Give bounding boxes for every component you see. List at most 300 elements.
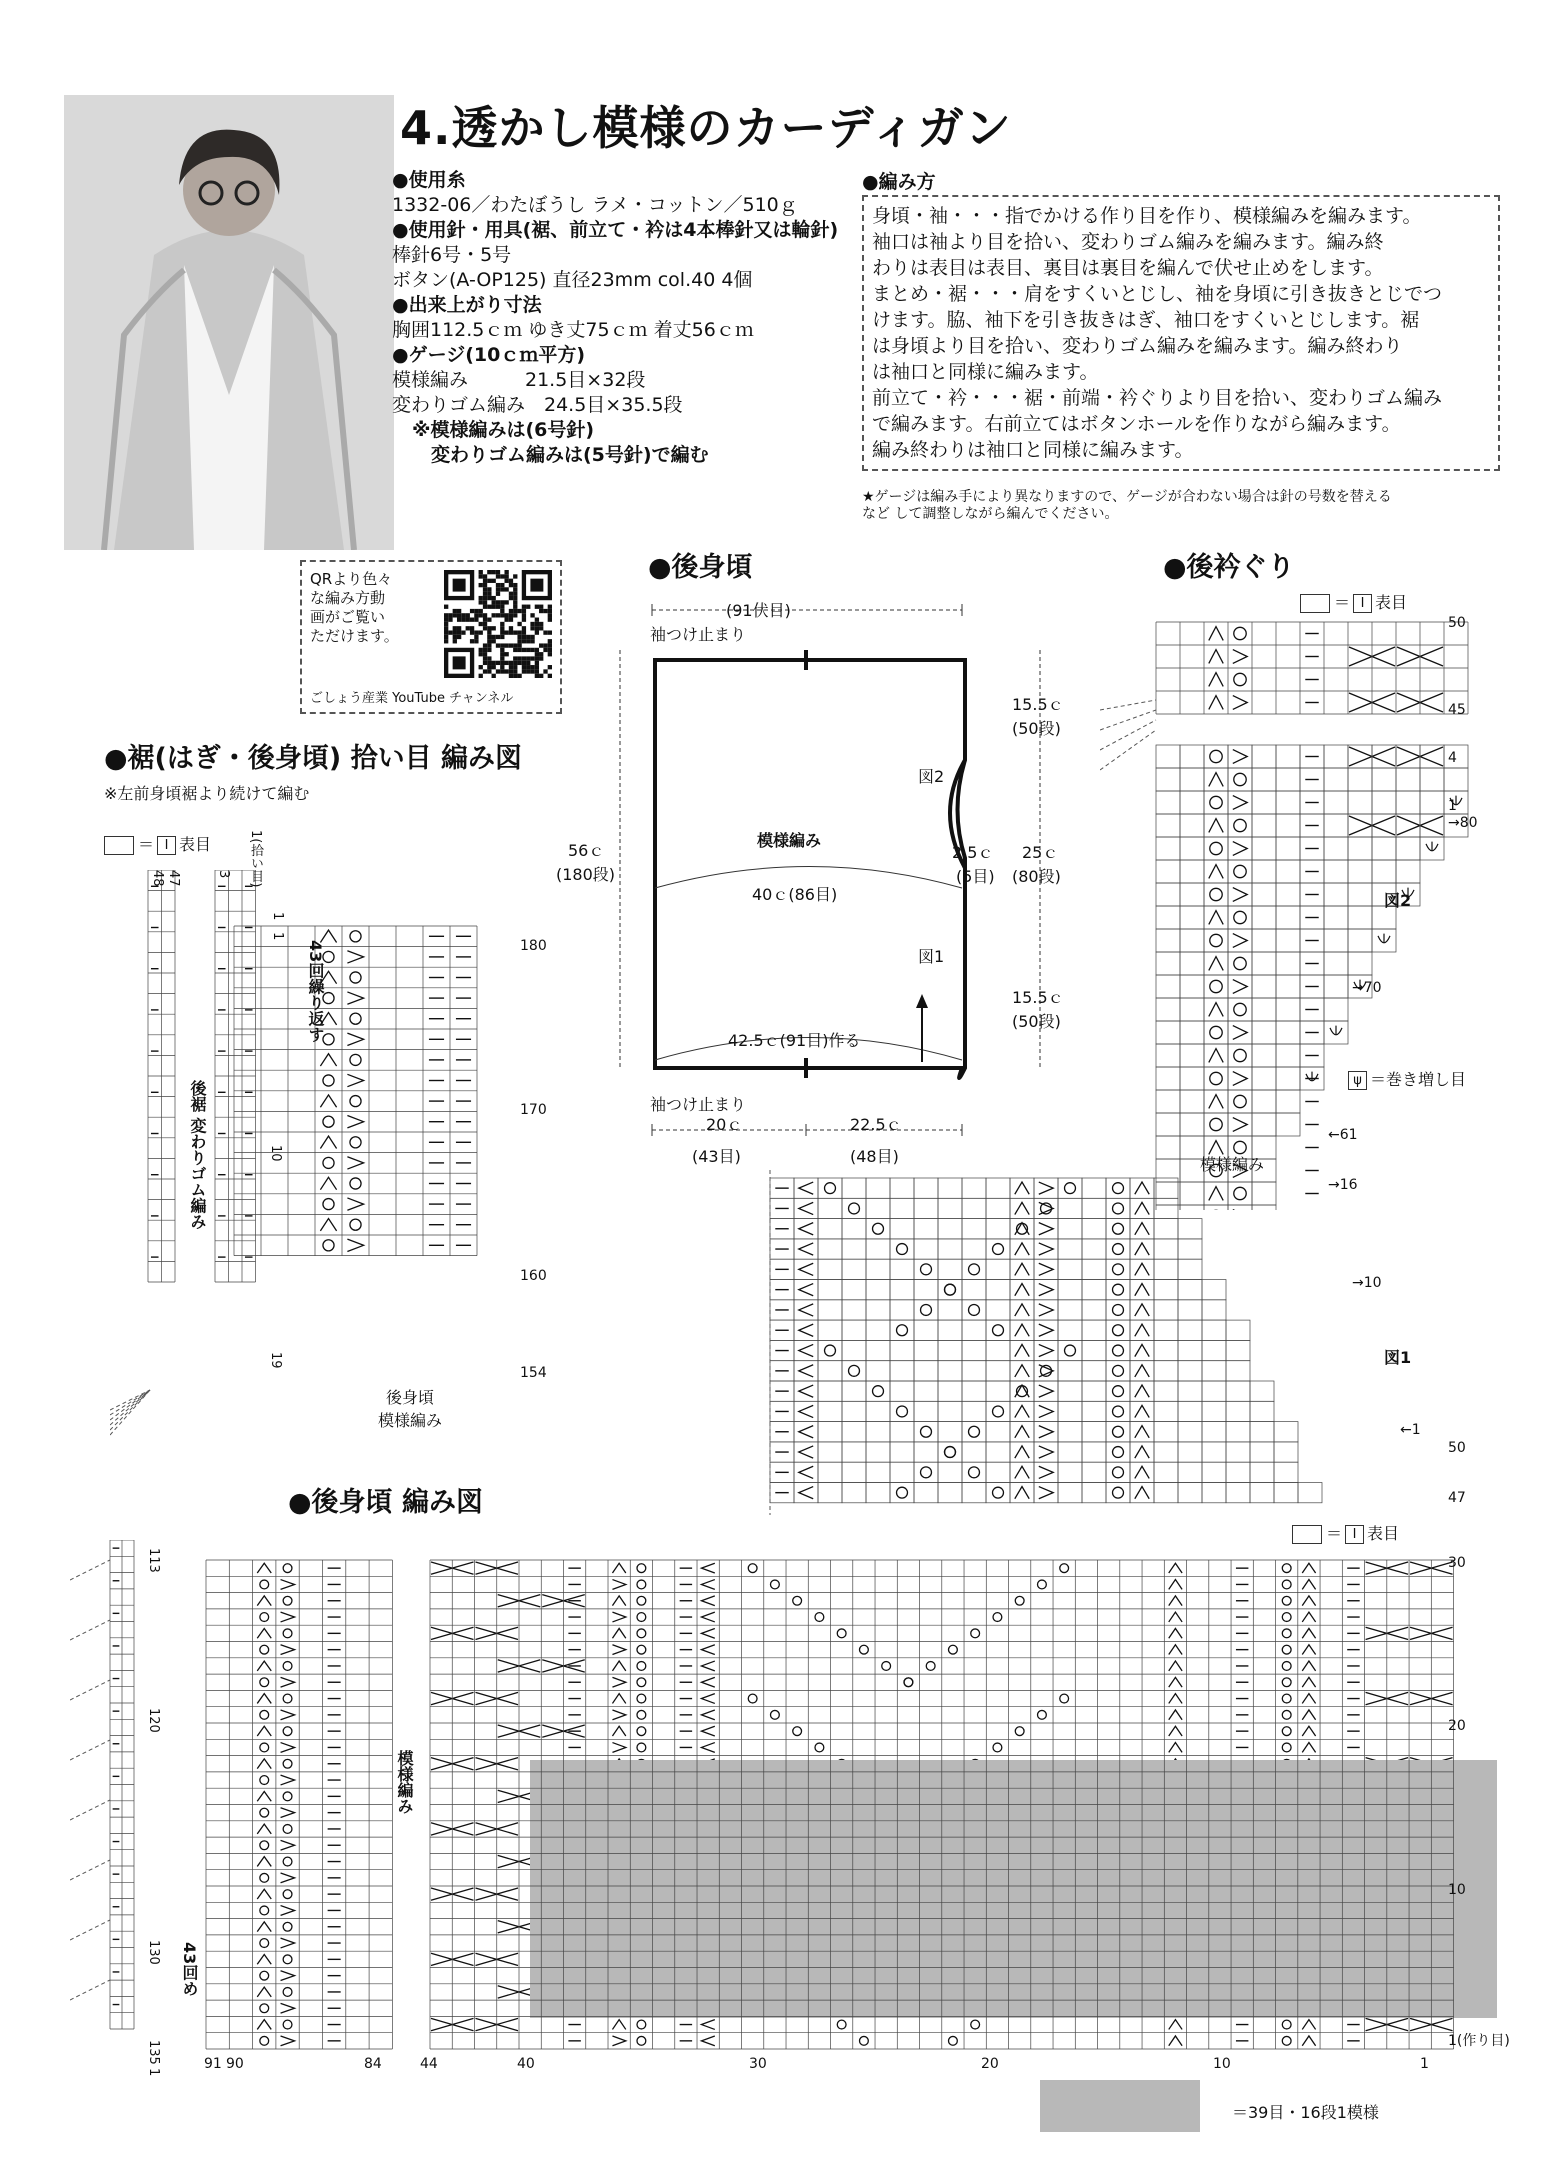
decrease-right-symbol — [612, 1645, 625, 1655]
qr-module — [479, 583, 483, 587]
yarn-over-symbol — [350, 1137, 361, 1148]
decrease-right-symbol — [612, 2036, 625, 2046]
mid-cell — [986, 1320, 1010, 1340]
mid-num-50: 50 — [1448, 1440, 1466, 1456]
qr-module — [496, 643, 500, 647]
qr-module — [535, 630, 539, 634]
mid-cell — [890, 1361, 914, 1381]
mid-cell — [818, 1483, 842, 1503]
yarn-over-symbol — [873, 1386, 884, 1397]
decrease-left-symbol — [1209, 819, 1223, 833]
neck-cell — [1252, 1113, 1276, 1136]
qr-module — [500, 665, 504, 669]
qr-module — [492, 635, 496, 639]
mid-cell — [986, 1340, 1010, 1360]
back-chart-heading: ●後身頃 編み図 — [288, 1487, 483, 1518]
neck-num-70: →70 — [1352, 980, 1382, 996]
mid-cell — [938, 1381, 962, 1401]
qr-module — [513, 648, 517, 652]
mid-cell — [962, 1442, 986, 1462]
neck-num-4: 4 — [1448, 750, 1457, 766]
body-col-20: 20 — [981, 2056, 999, 2072]
neck-chart — [1100, 610, 1550, 1210]
mid-cell — [818, 1198, 842, 1218]
yarn-over-symbol — [897, 1244, 908, 1255]
qr-box[interactable] — [300, 560, 562, 714]
yarn-over-symbol — [1282, 1678, 1291, 1687]
mid-cell — [1106, 1280, 1130, 1300]
mid-cell — [1274, 1483, 1298, 1503]
mid-cell — [1178, 1280, 1202, 1300]
yarn-over-symbol — [770, 1710, 779, 1719]
yarn-over-symbol — [637, 1678, 646, 1687]
mid-cell — [986, 1361, 1010, 1381]
decrease-left-symbol — [1302, 1580, 1315, 1590]
yarn-over-symbol — [260, 1580, 269, 1589]
left-height-rows: (180段) — [556, 865, 616, 884]
bottom-left-dim: 20ｃ — [706, 1115, 743, 1134]
yarn-over-symbol — [260, 1939, 269, 1948]
yarn-over-symbol — [637, 1727, 646, 1736]
decrease-symbol — [701, 1726, 714, 1736]
mid-cell — [866, 1422, 890, 1442]
mid-cell — [842, 1483, 866, 1503]
mid-cell — [890, 1178, 914, 1198]
sleeve-bottom-label: 袖つけ止まり — [650, 1095, 747, 1114]
mid-cell — [866, 1361, 890, 1381]
qr-module — [513, 600, 517, 604]
qr-module — [444, 639, 448, 643]
qr-module — [509, 665, 513, 669]
yarn-over-symbol — [350, 1013, 361, 1024]
qr-module — [479, 630, 483, 634]
neck-cell — [1324, 883, 1348, 906]
qr-module — [548, 674, 552, 678]
mid-cell — [842, 1259, 866, 1279]
decrease-right-symbol — [281, 1775, 295, 1785]
qr-module — [535, 618, 539, 622]
decrease-right-symbol — [347, 1074, 363, 1086]
qr-module — [487, 596, 491, 600]
qr-module — [496, 583, 500, 587]
qr-module — [548, 665, 552, 669]
yarn-over-symbol — [993, 1743, 1002, 1752]
decrease-symbol — [799, 1182, 813, 1194]
yarn-over-symbol — [1234, 819, 1246, 831]
mid-cell — [818, 1178, 842, 1198]
qr-module — [504, 669, 508, 673]
hem-rib-strip-b — [215, 870, 256, 1282]
schematic-fig2: 図2 — [918, 767, 945, 786]
neck-cell — [1228, 860, 1252, 883]
neck-cell — [1252, 814, 1276, 837]
neck-cell — [1180, 1090, 1204, 1113]
qr-module — [504, 600, 508, 604]
qr-module — [548, 630, 552, 634]
right-bot-dim: 15.5ｃ — [1012, 988, 1064, 1007]
qr-module — [500, 609, 504, 613]
qr-module — [474, 635, 478, 639]
mid-cell — [890, 1259, 914, 1279]
page-title: 4.透かし模様のカーディガン — [400, 101, 1012, 155]
qr-module — [509, 592, 513, 596]
yarn-over-symbol — [897, 1487, 908, 1498]
yarn-over-symbol — [1113, 1345, 1124, 1356]
qr-module — [457, 613, 461, 617]
mid-cell — [962, 1401, 986, 1421]
qr-module — [487, 570, 491, 574]
qr-module — [513, 592, 517, 596]
qr-module — [517, 635, 521, 639]
qr-module — [509, 626, 513, 630]
hem-dash — [110, 1390, 150, 1420]
mid-cell — [986, 1178, 1010, 1198]
qr-module — [479, 600, 483, 604]
mid-cell — [1082, 1239, 1106, 1259]
qr-module — [483, 626, 487, 630]
qr-module — [522, 626, 526, 630]
qr-module — [509, 661, 513, 665]
yarn-over-symbol — [969, 1426, 980, 1437]
neck-cell — [1324, 837, 1348, 860]
qr-module — [530, 635, 534, 639]
mid-cell — [1058, 1219, 1082, 1239]
wrap-symbol — [1330, 1026, 1342, 1035]
yarn-over-symbol — [849, 1203, 860, 1214]
qr-module — [522, 605, 526, 609]
qr-module — [483, 574, 487, 578]
yarn-over-symbol — [283, 1857, 292, 1866]
neck-cell — [1180, 1021, 1204, 1044]
decrease-right-symbol — [281, 1971, 295, 1981]
neck-cell — [1396, 837, 1420, 860]
neck-cell — [1228, 998, 1252, 1021]
mid-cell — [986, 1280, 1010, 1300]
body-left-120: 120 — [146, 1708, 161, 1733]
qr-module — [526, 635, 530, 639]
neck-cell — [1276, 1090, 1300, 1113]
neck-dash — [1100, 720, 1156, 750]
neck-num-45: 45 — [1448, 702, 1466, 718]
decrease-left-symbol — [1135, 1446, 1149, 1458]
yarn-over-symbol — [283, 2020, 292, 2029]
decrease-left-symbol — [257, 1922, 271, 1932]
qr-module — [526, 605, 530, 609]
spec-line: ※模様編みは(6号針) — [412, 419, 595, 441]
qr-module — [474, 618, 478, 622]
yarn-over-symbol — [945, 1284, 956, 1295]
neck-cell — [1252, 1090, 1276, 1113]
decrease-left-symbol — [1302, 1726, 1315, 1736]
decrease-left-symbol — [1169, 1628, 1182, 1638]
neck-cell — [1276, 1021, 1300, 1044]
neck-cell — [1204, 975, 1228, 998]
neck-cell — [1156, 929, 1180, 952]
mid-cell — [890, 1442, 914, 1462]
mid-cell — [1106, 1422, 1130, 1442]
neck-cell — [1276, 906, 1300, 929]
yarn-over-symbol — [637, 1710, 646, 1719]
qr-module — [539, 626, 543, 630]
mid-cell — [1082, 1219, 1106, 1239]
mid-cell — [914, 1422, 938, 1442]
qr-module — [453, 613, 457, 617]
hem-col-1: 1(拾い目) — [248, 830, 263, 888]
decrease-right-symbol — [347, 1157, 363, 1169]
mid-cell — [818, 1280, 842, 1300]
qr-module — [539, 656, 543, 660]
qr-module — [444, 613, 448, 617]
mid-cell — [1178, 1361, 1202, 1381]
qr-module — [539, 605, 543, 609]
neck-cell — [1228, 768, 1252, 791]
mid-cell — [1154, 1259, 1178, 1279]
yarn-over-symbol — [1234, 865, 1246, 877]
qr-module — [530, 639, 534, 643]
yarn-over-symbol — [323, 1199, 334, 1210]
decrease-symbol — [701, 1628, 714, 1638]
decrease-left-symbol — [1135, 1223, 1149, 1235]
yarn-over-symbol — [323, 1240, 334, 1251]
decrease-right-symbol — [1039, 1385, 1053, 1397]
neck-cell — [1252, 998, 1276, 1021]
yarn-over-symbol — [993, 1613, 1002, 1622]
neck-cell — [1324, 975, 1348, 998]
decrease-symbol — [799, 1344, 813, 1356]
mid-cell — [818, 1381, 842, 1401]
decrease-left-symbol — [320, 1095, 336, 1107]
yarn-over-symbol — [993, 1487, 1004, 1498]
body-left-130: 130 — [146, 1940, 161, 1965]
mid-cell — [986, 1381, 1010, 1401]
model-photo — [64, 95, 394, 550]
mid-cell — [962, 1259, 986, 1279]
decrease-right-symbol — [1039, 1263, 1053, 1275]
decrease-left-symbol — [257, 1661, 271, 1671]
decrease-right-symbol — [1233, 934, 1247, 948]
mid-cell — [914, 1442, 938, 1462]
qr-module — [492, 639, 496, 643]
yarn-over-symbol — [1015, 1727, 1024, 1736]
yarn-over-symbol — [793, 1596, 802, 1605]
mid-cell — [914, 1198, 938, 1218]
decrease-right-symbol — [281, 1743, 295, 1753]
decrease-right-symbol — [1233, 650, 1247, 664]
neck-foot: 模様編み — [1200, 1155, 1265, 1174]
yarn-over-symbol — [637, 1596, 646, 1605]
mid-cell — [1058, 1259, 1082, 1279]
yarn-over-symbol — [837, 2020, 846, 2029]
mid-cell — [1082, 1259, 1106, 1279]
neck-cell — [1324, 860, 1348, 883]
method-heading: ●編み方 — [862, 171, 936, 193]
qr-module — [539, 609, 543, 613]
yarn-over-symbol — [283, 1662, 292, 1671]
mid-cell — [818, 1239, 842, 1259]
yarn-over-symbol — [748, 1564, 757, 1573]
mid-cell — [1202, 1381, 1226, 1401]
qr-module — [470, 639, 474, 643]
yarn-over-symbol — [897, 1325, 908, 1336]
mid-cell — [1058, 1178, 1082, 1198]
mid-cell — [1178, 1259, 1202, 1279]
qr-module — [453, 609, 457, 613]
qr-module — [479, 648, 483, 652]
neck-cell — [1180, 952, 1204, 975]
decrease-right-symbol — [281, 1873, 295, 1883]
hem-col-47: 47 — [166, 870, 181, 887]
decrease-symbol — [701, 1612, 714, 1622]
mid-cell — [938, 1219, 962, 1239]
decrease-symbol — [799, 1385, 813, 1397]
mid-cell — [1106, 1340, 1130, 1360]
mid-cell — [818, 1320, 842, 1340]
decrease-symbol — [701, 2036, 714, 2046]
mid-cell — [818, 1422, 842, 1442]
qr-module — [483, 600, 487, 604]
yarn-over-symbol — [1282, 1743, 1291, 1752]
decrease-left-symbol — [257, 1563, 271, 1573]
decrease-left-symbol — [1169, 2020, 1182, 2030]
body-col-40: 40 — [517, 2056, 535, 2072]
decrease-left-symbol — [1302, 1645, 1315, 1655]
decrease-symbol — [799, 1446, 813, 1458]
hem-num-154: 154 — [520, 1365, 547, 1381]
qr-module — [487, 630, 491, 634]
decrease-left-symbol — [1135, 1324, 1149, 1336]
yarn-over-symbol — [1113, 1244, 1124, 1255]
yarn-over-symbol — [1282, 1727, 1291, 1736]
neck-cell — [1276, 929, 1300, 952]
mid-cell — [986, 1198, 1010, 1218]
yarn-over-symbol — [1060, 1694, 1069, 1703]
yarn-over-symbol — [969, 1467, 980, 1478]
decrease-right-symbol — [281, 1938, 295, 1948]
qr-module — [479, 613, 483, 617]
neck-cell — [1156, 883, 1180, 906]
curve-width: 2.5ｃ — [952, 843, 994, 862]
mid-cell — [962, 1422, 986, 1442]
mid-cell — [1058, 1483, 1082, 1503]
qr-module — [548, 648, 552, 652]
decrease-right-symbol — [1039, 1324, 1053, 1336]
qr-module — [483, 618, 487, 622]
mid-cell — [1106, 1300, 1130, 1320]
decrease-right-symbol — [281, 2003, 295, 2013]
mid-cell — [914, 1219, 938, 1239]
mid-cell — [938, 1300, 962, 1320]
decrease-right-symbol — [1233, 750, 1247, 764]
qr-module — [539, 622, 543, 626]
yarn-over-symbol — [1210, 1118, 1222, 1130]
body-left-1: 1 — [146, 2068, 161, 2077]
decrease-left-symbol — [1209, 1095, 1223, 1109]
yarn-over-symbol — [1113, 1203, 1124, 1214]
mid-cell — [1178, 1483, 1202, 1503]
decrease-left-symbol — [1015, 1284, 1029, 1296]
yarn-over-symbol — [637, 2020, 646, 2029]
mid-cell — [1082, 1483, 1106, 1503]
mid-cell — [986, 1219, 1010, 1239]
mid-cell — [1274, 1442, 1298, 1462]
neck-cell — [1156, 814, 1180, 837]
qr-module — [492, 674, 496, 678]
method-line: は袖口と同様に編みます。 — [872, 361, 1099, 383]
specs-block — [392, 168, 852, 468]
qr-module — [496, 605, 500, 609]
method-line: 身頃・袖・・・指でかける作り目を作り、模様編みを編みます。 — [872, 205, 1422, 227]
mid-cell — [1106, 1239, 1130, 1259]
qr-module — [496, 613, 500, 617]
legend-wrap: ＝巻き増し目 — [1370, 1070, 1467, 1089]
qr-code-icon[interactable] — [444, 570, 552, 678]
decrease-left-symbol — [612, 1563, 625, 1573]
qr-module — [517, 622, 521, 626]
yarn-over-symbol — [283, 1596, 292, 1605]
bottom-right-st: (48目) — [850, 1147, 899, 1166]
qr-module — [548, 639, 552, 643]
neck-cell — [1276, 814, 1300, 837]
mid-cell — [914, 1381, 938, 1401]
decrease-right-symbol — [1039, 1304, 1053, 1316]
decrease-right-symbol — [281, 1840, 295, 1850]
mid-cell — [986, 1483, 1010, 1503]
neck-cell — [1204, 837, 1228, 860]
mid-cell — [1154, 1320, 1178, 1340]
mid-cell — [1226, 1320, 1250, 1340]
mid-cell — [938, 1259, 962, 1279]
gauge-note — [862, 489, 1502, 523]
qr-module — [543, 630, 547, 634]
qr-module — [461, 613, 465, 617]
qr-module — [522, 613, 526, 617]
mid-cell — [1106, 1361, 1130, 1381]
qr-module — [522, 648, 526, 652]
yarn-over-symbol — [748, 1694, 757, 1703]
mid-cell — [1202, 1300, 1226, 1320]
mid-cell — [890, 1198, 914, 1218]
yarn-over-symbol — [260, 1873, 269, 1882]
qr-module — [530, 656, 534, 660]
decrease-left-symbol — [1135, 1466, 1149, 1478]
qr-module — [448, 613, 452, 617]
qr-module — [509, 596, 513, 600]
yarn-over-symbol — [945, 1447, 956, 1458]
neck-cell — [1204, 929, 1228, 952]
decrease-left-symbol — [1302, 1743, 1315, 1753]
qr-module — [539, 674, 543, 678]
yarn-over-symbol — [1113, 1467, 1124, 1478]
mid-cell — [866, 1462, 890, 1482]
mid-cell — [1178, 1422, 1202, 1442]
wrap-symbol: ψ — [1348, 1071, 1367, 1090]
qr-finder — [453, 579, 466, 592]
hem-heading: ●裾(はぎ・後身頃) 拾い目 編み図 — [104, 743, 523, 774]
neck-cell — [1348, 837, 1372, 860]
method-line: で編みます。右前立てはボタンホールを作りながら編みます。 — [872, 413, 1401, 435]
qr-module — [483, 605, 487, 609]
mid-cell — [1178, 1462, 1202, 1482]
decrease-left-symbol — [1135, 1385, 1149, 1397]
spec-line: ●出来上がり寸法 — [392, 294, 542, 316]
mid-cell — [914, 1462, 938, 1482]
mid-cell — [986, 1442, 1010, 1462]
neck-cell — [1180, 814, 1204, 837]
bottom-left-st: (43目) — [692, 1147, 741, 1166]
mid-cell — [1082, 1422, 1106, 1442]
qr-module — [492, 626, 496, 630]
hem-dash — [110, 1390, 150, 1410]
